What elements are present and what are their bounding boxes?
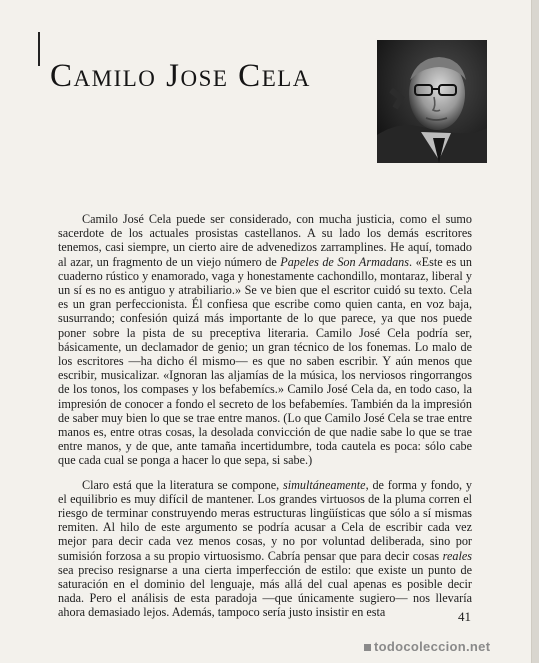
text-run: Camilo José Cela puede ser considerado, con mucha justicia, como el sumo sacerdote de los actuales prosistas castellanos. A su lado los demás escritores tenemos, casi siempre, un cierto aire de advenedizos zarramplines. He aquí, tomado al azar, un fragmento de un viejo número de xyxy=(58,212,472,269)
text-run: . «Este es un cuaderno rústico y enamorado, vaga y honestamente cachondillo, montaraz, liberal y un sí es no es antiguo y atrabiliario.» Se ve bien que el escritor cuidó su texto. Cela es un gran perfeccionista. Él confiesa que escribe como quien canta, en voz baja, susurrando; confesión quizá más importante de lo que parece, ya que nos puede poner sobre la pista de su preceptiva literaria. Camilo José Cela podría ser, básicamente, un declamador de genio; un gran técnico de los fonemas. Lo malo de los escritores —ha dicho él mismo— es que no saben escribir. Y aún menos que escribir, musicalizar. «Ignoran las aljamías de la música, los nerviosos ringorrangos de los tonos, los compases y los befabemícs.» Camilo José Cela da, en todo caso, la impresión de conocer a fondo el secreto de los befabemíes. También da la impresión de saber muy bien lo que se trae entre manos. (Lo que Camilo José Cela se trae entre manos es, entre otras cosas, la desolada convicción de que nadie sabe lo que se trae entre manos, y de que, ante tamaña incertidumbre, toda cautela es poca: sólo cabe que cada cual se ponga a hacer lo que sepa, si sabe.) xyxy=(58,254,472,468)
portrait-image xyxy=(377,40,487,163)
text-run: sea preciso resignarse a una cierta imperfección de estilo: que existe un punto de saturación en el dominio del lenguaje, más allá del cual apenas es posible decir nada. Pero el análisis de esta paradoja —que únicamente sugiero— nos llevaría ahora demasiado lejos. Además, tampoco sería justo insistir en esta xyxy=(58,562,472,620)
text-run: Claro está que la literatura se compone, xyxy=(82,477,283,492)
author-portrait-photo xyxy=(377,40,487,163)
text-run: , de forma y fondo, y el equilibrio es muy difícil de mantener. Los grandes virtuosos de la pluma corren el riesgo de terminar construyendo meras estructuras lingüísticas que sólo a sí mismas remiten. Al hilo de este argumento se podría acusar a Cela de escribir cada vez mejor para decir cada vez menos cosas, y no por voluntad deliberada, sino por sumisión forzosa a su propio virtuosismo. Cabría pensar que para decir cosas xyxy=(58,477,472,563)
italic-text-run: reales xyxy=(442,548,472,563)
italic-text-run: Papeles de Son Armadans xyxy=(280,254,410,269)
italic-text-run: simultáneamente xyxy=(283,477,366,492)
article-paragraph xyxy=(58,478,472,620)
watermark-logo-icon xyxy=(364,644,371,651)
page-number: 41 xyxy=(458,609,471,624)
article-body xyxy=(58,212,472,630)
article-title: Camilo Jose Cela xyxy=(50,58,311,94)
article-paragraph xyxy=(58,212,472,468)
watermark xyxy=(364,639,490,654)
margin-rule xyxy=(38,32,40,66)
watermark-text: todocoleccion.net xyxy=(374,639,491,654)
